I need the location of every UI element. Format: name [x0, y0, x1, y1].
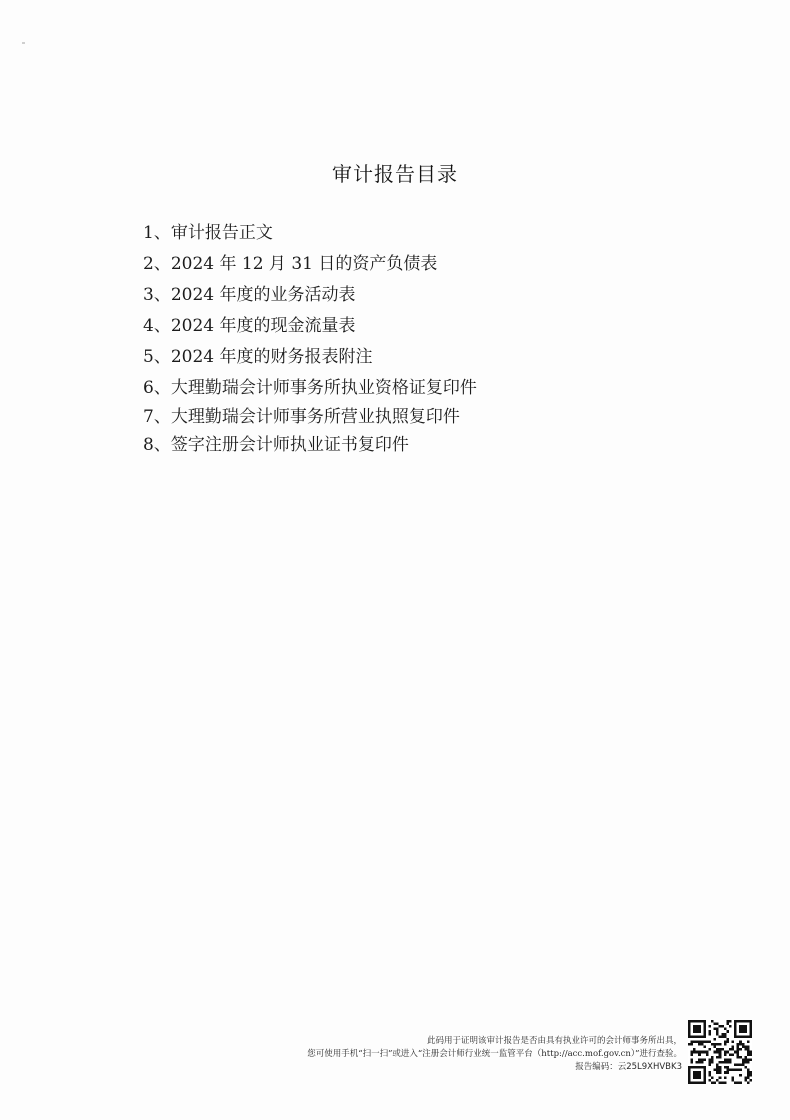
table-of-contents — [143, 218, 477, 461]
page-title: 审计报告目录 — [332, 162, 458, 186]
verification-note — [307, 1035, 682, 1074]
scan-speck — [22, 42, 25, 44]
report-code: 报告编码：云25L9XHVBK3 — [575, 1062, 682, 1072]
toc-item-5: 5、2024 年度的财务报表附注 — [143, 347, 373, 367]
verification-line-2: 您可使用手机“扫一扫”或进入“注册会计师行业统一监管平台（http://acc.mof.gov.cn）”进行查验。 — [307, 1049, 682, 1059]
toc-item-3: 3、2024 年度的业务活动表 — [143, 285, 356, 305]
toc-item-7: 7、大理勤瑞会计师事务所营业执照复印件 — [143, 407, 460, 427]
toc-item-6: 6、大理勤瑞会计师事务所执业资格证复印件 — [143, 378, 477, 398]
verification-line-1: 此码用于证明该审计报告是否由具有执业许可的会计师事务所出具， — [426, 1036, 682, 1046]
toc-item-1: 1、审计报告正文 — [143, 223, 273, 243]
toc-item-4: 4、2024 年度的现金流量表 — [143, 316, 356, 336]
qr-code-icon[interactable] — [688, 1020, 752, 1084]
toc-item-8: 8、签字注册会计师执业证书复印件 — [143, 435, 409, 455]
toc-item-2: 2、2024 年 12 月 31 日的资产负债表 — [143, 254, 438, 274]
